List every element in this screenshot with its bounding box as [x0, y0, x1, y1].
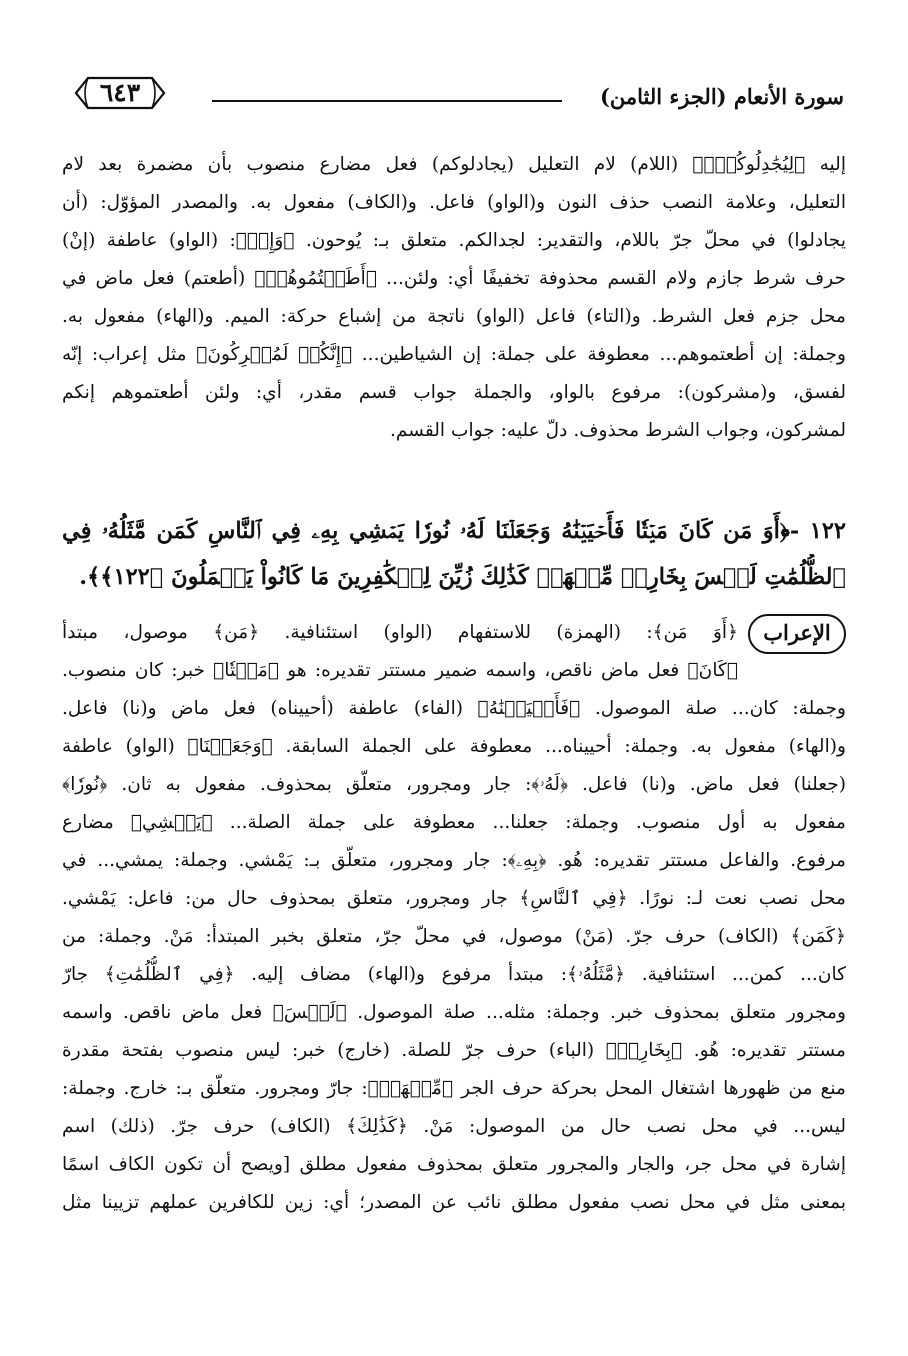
- text-line: (جعلنا) فعل ماض. و(نا) فاعل. ﴿لَهُۥ﴾: جار ومجرور، متعلّق بمحذوف. مفعول به ثان. ﴿نُورٗا﴾: [62, 774, 846, 795]
- verse-line: ١٢٢ -﴿أَوَ مَن كَانَ مَيۡتٗا فَأَحۡيَيۡنَٰهُ وَجَعَلۡنَا لَهُۥ نُورٗا يَمۡشِي بِهِۦ فِي ٱلنَّاسِ كَمَن مَّثَلُهُۥ فِي: [62, 518, 846, 544]
- text-line: و(الهاء) مفعول به. وجملة: أحييناه... معطوفة على الجملة السابقة. ﴿وَجَعَلۡنَا﴾ (الواو) عاطفة: [62, 736, 846, 757]
- irab-intro: [62, 614, 738, 690]
- text-line: لمشركون، وجواب الشرط محذوف. دلّ عليه: جواب القسم.: [389, 420, 846, 441]
- page-number-frame: [74, 74, 166, 112]
- text-line: كان... كمن... استئنافية. ﴿مَّثَلُهُۥ﴾: مبتدأ مرفوع و(الهاء) مضاف إليه. ﴿فِي ٱلظُّلُمَٰتِ﴾ جارّ: [62, 964, 846, 985]
- text-line: ﴿أَوَ مَن﴾: (الهمزة) للاستفهام (الواو) استئنافية. ﴿مَن﴾ موصول، مبتدأ: [62, 622, 738, 643]
- header-rule: [212, 100, 562, 102]
- text-line: ﴿كَمَن﴾ (الكاف) حرف جرّ. (مَنْ) موصول، في محلّ جرّ، متعلق بخبر المبتدأ: مَنْ. وجملة: من: [62, 926, 846, 947]
- text-line: منع من ظهورها اشتغال المحل بحركة حرف الجر ﴿مِّنۡهَاۚ﴾: جارّ ومجرور. متعلّق بـ: خارج. وجملة:: [62, 1078, 846, 1099]
- text-line: إشارة في محل جر، والجار والمجرور متعلق بمحذوف مفعول مطلق [ويصح أن تكون الكاف اسمًا: [62, 1154, 846, 1175]
- text-line: حرف شرط جازم ولام القسم محذوفة تخفيفًا أي: ولئن... ﴿أَطَعۡتُمُوهُمۡ﴾ (أطعتم) فعل ماض في: [62, 268, 846, 289]
- text-line: مرفوع. والفاعل مستتر تقديره: هُو. ﴿بِهِۦ﴾: جار ومجرور، متعلّق بـ: يَمْشي. وجملة: يمشي... في: [62, 850, 846, 871]
- text-line: مفعول به أول منصوب. وجملة: جعلنا... معطوفة على جملة الصلة... ﴿يَمۡشِي﴾ مضارع: [62, 812, 846, 833]
- text-line: لفسق، و(مشركون): مرفوع بالواو، والجملة جواب قسم مقدر، أي: ولئن أطعتموهم إنكم: [62, 382, 846, 403]
- paragraph-2: [62, 690, 846, 1222]
- paragraph-1: [62, 146, 846, 450]
- text-line: ﴿كَانَ﴾ فعل ماض ناقص، واسمه ضمير مستتر تقديره: هو ﴿مَيۡتٗا﴾ خبر: كان منصوب.: [62, 660, 738, 681]
- text-line: ومجرور متعلق بمحذوف خبر. وجملة: مثله... صلة الموصول. ﴿لَيۡسَ﴾ فعل ماض ناقص. واسمه: [62, 1002, 846, 1023]
- page-header: [74, 70, 844, 122]
- text-line: إليه ﴿لِيُجَٰدِلُوكُمْۖ﴾ (اللام) لام التعليل (يجادلوكم) فعل مضارع منصوب بأن مضمرة بعد لام: [62, 154, 846, 175]
- page-number: ٦٤٣: [99, 78, 141, 107]
- text-line: محل نصب نعت لـ: نورًا. ﴿فِي ٱلنَّاسِ﴾ جار ومجرور، متعلق بمحذوف حال من: فاعل: يَمْشي.: [62, 888, 846, 909]
- text-line: محل جزم فعل الشرط. و(التاء) فاعل (الواو) ناتجة من إشباع حركة: الميم. و(الهاء) مفعول به.: [62, 306, 846, 327]
- text-line: التعليل، وعلامة النصب حذف النون و(الواو) فاعل. و(الكاف) مفعول به. والمصدر المؤوّل: (أن: [62, 192, 846, 213]
- text-line: ليس... في محل نصب حال من الموصول: مَنْ. ﴿كَذَٰلِكَ﴾ (الكاف) حرف جرّ. (ذلك) اسم: [62, 1116, 846, 1137]
- irab-label: الإعراب: [748, 614, 846, 654]
- text-line: وجملة: كان... صلة الموصول. ﴿فَأَحۡيَيۡنَٰهُ﴾ (الفاء) عاطفة (أحييناه) فعل ماض و(نا) فاعل.: [62, 698, 846, 719]
- verse-line: ٱلظُّلُمَٰتِ لَيۡسَ بِخَارِجٖ مِّنۡهَاۚ كَذَٰلِكَ زُيِّنَ لِلۡكَٰفِرِينَ مَا كَانُواْ يَعۡمَلُونَ ﴿١٢٢﴾﴾.: [79, 564, 846, 590]
- text-line: مستتر تقديره: هُو. ﴿بِخَارِجٖ﴾ (الباء) حرف جرّ للصلة. (خارج) خبر: ليس منصوب بفتحة مقدرة: [62, 1040, 846, 1061]
- text-line: بمعنى مثل في محل نصب مفعول مطلق نائب عن المصدر؛ أي: زين للكافرين عملهم تزيينا مثل: [62, 1192, 846, 1213]
- text-line: وجملة: إن أطعتموهم... معطوفة على جملة: إن الشياطين... ﴿إِنَّكُمۡ لَمُشۡرِكُونَ﴾ مثل إعراب: إنّه: [62, 344, 846, 365]
- quran-verse: [62, 508, 846, 600]
- text-line: يجادلوا) في محلّ جرّ باللام، والتقدير: لجدالكم. متعلق بـ: يُوحون. ﴿وَإِنۡ﴾: (الواو) عاطفة (إنْ): [62, 230, 846, 251]
- surah-title: سورة الأنعام (الجزء الثامن): [599, 84, 844, 109]
